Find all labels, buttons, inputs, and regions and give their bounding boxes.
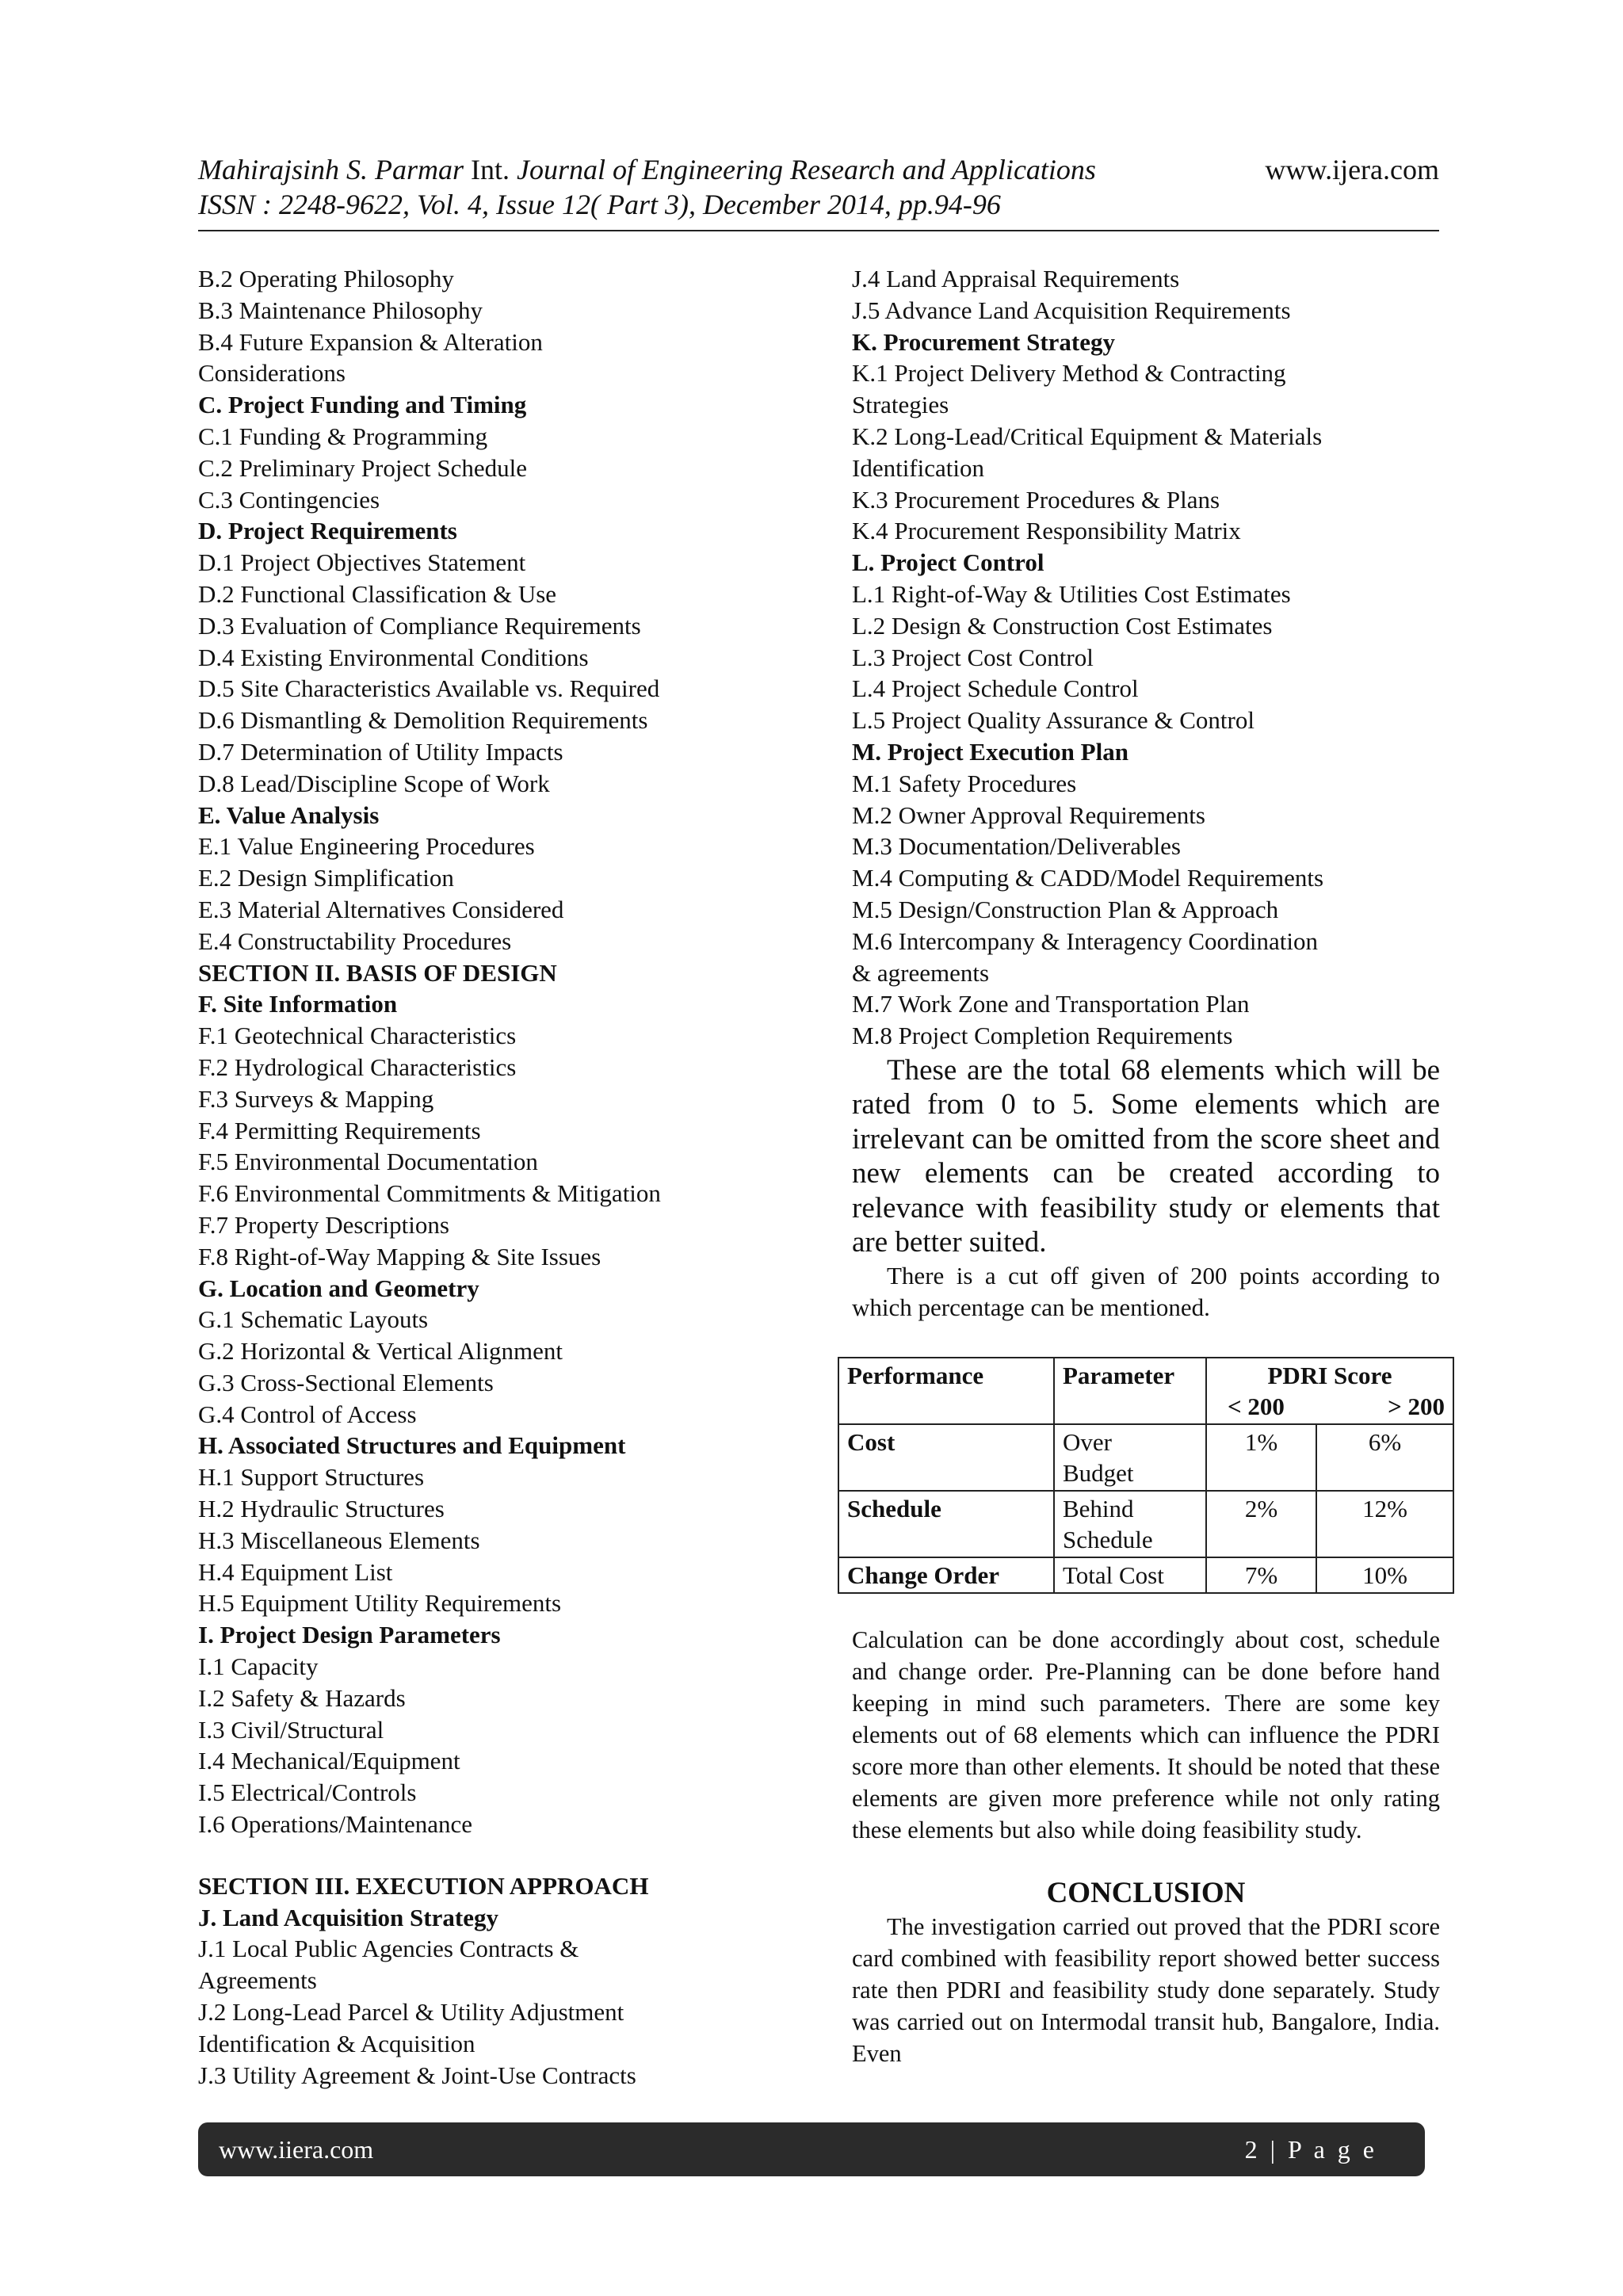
th-lt-200: < 200 [1228,1392,1285,1420]
list-item: E.2 Design Simplification [198,864,454,892]
header-website[interactable]: www.ijera.com [1265,154,1439,185]
cell-parameter [1054,1424,1206,1491]
list-item: Strategies [852,391,949,419]
header-author: Mahirajsinh S. Parmar [198,154,464,185]
list-item: M.2 Owner Approval Requirements [852,800,1205,829]
list-item: F.8 Right-of-Way Mapping & Site Issues [198,1242,601,1270]
list-item: D.1 Project Objectives Statement [198,548,526,577]
th-performance: Performance [838,1358,1054,1424]
list-item: M.3 Documentation/Deliverables [852,832,1181,861]
list-item: J.5 Advance Land Acquisition Requirements [852,296,1291,324]
th-pdri-score [1206,1358,1453,1424]
th-gt-200: > 200 [1388,1392,1445,1420]
list-item: Identification & Acquisition [198,2029,475,2057]
header-issn: ISSN : 2248-9622, Vol. 4, Issue 12( Part 3), December 2014, pp.94-96 [198,189,1001,220]
footer-page-number: 2 | P a g e [1244,2135,1377,2164]
header-citation-line [198,152,1439,187]
list-item: G.3 Cross-Sectional Elements [198,1368,494,1396]
cell-parameter-line1: Over [1063,1427,1112,1456]
list-item: B.2 Operating Philosophy [198,265,454,292]
header-journal: Journal of Engineering Research and Applications [517,154,1096,185]
table-row [838,1491,1453,1557]
paragraph-calculation: Calculation can be done accordingly about cost, schedule and change order. Pre-Planning can be done before hand keeping in mind such parameters. There are some key elements out of 68 elements which can influence the PDRI score more than other elements. It should be noted that these elements are given more preference while not only rating these elements but also while doing feasibility study. [852,1626,1440,1843]
cell-performance: Cost [838,1424,1054,1491]
list-item: I.2 Safety & Hazards [198,1683,406,1712]
conclusion-text: The investigation carried out proved that the PDRI score card combined with feasibility report showed better success rate then PDRI and feasibility study done separately. Study was carried out on Intermodal transit hub, Bangalore, India. Even [852,1912,1440,2067]
section-heading: M. Project Execution Plan [852,737,1128,766]
list-item: D.2 Functional Classification & Use [198,579,557,608]
list-item: L.3 Project Cost Control [852,643,1094,671]
list-item: B.3 Maintenance Philosophy [198,296,483,324]
list-item: D.4 Existing Environmental Conditions [198,643,589,671]
list-item: H.1 Support Structures [198,1463,425,1492]
list-item: F.5 Environmental Documentation [198,1148,538,1176]
list-item: L.2 Design & Construction Cost Estimates [852,611,1273,640]
page-footer [198,2122,1425,2176]
section-heading: SECTION III. EXECUTION APPROACH [198,1871,649,1900]
list-item: F.2 Hydrological Characteristics [198,1052,517,1081]
list-item: E.4 Constructability Procedures [198,926,512,955]
left-column [198,263,721,2091]
list-item: H.3 Miscellaneous Elements [198,1526,480,1554]
section-heading: SECTION II. BASIS OF DESIGN [198,958,557,987]
list-item: M.5 Design/Construction Plan & Approach [852,895,1279,923]
cell-parameter [1054,1491,1206,1557]
list-item: K.4 Procurement Responsibility Matrix [852,517,1241,545]
cell-parameter: Total Cost [1054,1557,1206,1593]
list-item: I.6 Operations/Maintenance [198,1810,473,1839]
list-item: G.2 Horizontal & Vertical Alignment [198,1337,563,1366]
paragraph-cutoff: There is a cut off given of 200 points according to which percentage can be mentioned. [852,1261,1440,1321]
list-item: G.1 Schematic Layouts [198,1305,429,1334]
cell-gt-200: 12% [1316,1491,1453,1557]
section-heading: C. Project Funding and Timing [198,391,527,419]
pdri-score-subheads [1215,1391,1445,1422]
list-item: F.4 Permitting Requirements [198,1116,481,1144]
cell-lt-200: 1% [1206,1424,1316,1491]
table-header-row [838,1358,1453,1424]
section-heading: L. Project Control [852,548,1044,577]
list-item: C.1 Funding & Programming [198,422,488,450]
cell-parameter-line2: Budget [1063,1458,1134,1487]
list-item: K.1 Project Delivery Method & Contracting [852,359,1286,388]
list-item: G.4 Control of Access [198,1400,417,1428]
list-item: H.2 Hydraulic Structures [198,1495,445,1523]
list-item: I.1 Capacity [198,1652,319,1681]
cell-performance: Change Order [838,1557,1054,1593]
list-item: H.5 Equipment Utility Requirements [198,1589,562,1618]
list-item: D.3 Evaluation of Compliance Requirements [198,611,641,640]
cell-parameter-line2: Schedule [1063,1525,1153,1553]
list-item: L.1 Right-of-Way & Utilities Cost Estimates [852,579,1291,608]
list-item: I.5 Electrical/Controls [198,1778,417,1807]
list-item: J.1 Local Public Agencies Contracts & [198,1935,579,1963]
cell-gt-200: 6% [1316,1424,1453,1491]
list-item: J.2 Long-Lead Parcel & Utility Adjustment [198,1998,624,2027]
section-heading: E. Value Analysis [198,800,380,829]
list-item: C.3 Contingencies [198,485,380,514]
list-item: M.7 Work Zone and Transportation Plan [852,990,1250,1018]
list-item: E.1 Value Engineering Procedures [198,832,535,861]
list-item: E.3 Material Alternatives Considered [198,895,564,923]
right-element-list [852,263,1440,1052]
list-item: D.6 Dismantling & Demolition Requirements [198,706,648,735]
list-item: I.4 Mechanical/Equipment [198,1747,460,1775]
list-item: M.4 Computing & CADD/Model Requirements [852,864,1324,892]
list-item: Identification [852,453,984,482]
paragraph-total-elements: These are the total 68 elements which will be rated from 0 to 5. Some elements which are irrelevant can be omitted from the score sheet and new elements can be created according to relevance with feasibility study or elements that are better suited. [852,1053,1440,1259]
cell-lt-200: 7% [1206,1557,1316,1593]
list-item: Agreements [198,1966,317,1995]
footer-website[interactable]: www.iiera.com [219,2135,374,2164]
list-item: D.8 Lead/Discipline Scope of Work [198,769,550,797]
cell-gt-200: 10% [1316,1557,1453,1593]
section-heading: K. Procurement Strategy [852,327,1116,356]
pdri-score-label: PDRI Score [1267,1361,1392,1389]
list-item: F.7 Property Descriptions [198,1210,449,1239]
list-item: D.5 Site Characteristics Available vs. Required [198,674,660,703]
list-item: C.2 Preliminary Project Schedule [198,453,527,482]
list-item: M.6 Intercompany & Interagency Coordination [852,926,1318,955]
list-item: Considerations [198,359,346,388]
list-item: B.4 Future Expansion & Alteration [198,327,543,356]
th-parameter: Parameter [1054,1358,1206,1424]
list-item: K.2 Long-Lead/Critical Equipment & Materials [852,422,1323,450]
header-int: Int. [471,154,510,185]
pdri-performance-table [838,1357,1454,1594]
header-rule [198,230,1439,231]
section-heading: F. Site Information [198,990,398,1018]
list-item: L.5 Project Quality Assurance & Control [852,706,1254,735]
cell-parameter-line1: Behind [1063,1494,1134,1522]
list-item: & agreements [852,958,990,987]
section-heading: G. Location and Geometry [198,1274,479,1302]
list-item: M.8 Project Completion Requirements [852,1022,1233,1050]
page-header [198,152,1439,231]
cell-lt-200: 2% [1206,1491,1316,1557]
right-column [847,263,1445,2069]
list-item: J.3 Utility Agreement & Joint-Use Contracts [198,2061,636,2089]
conclusion-heading: CONCLUSION [1046,1876,1246,1909]
list-item: F.1 Geotechnical Characteristics [198,1022,517,1050]
list-item: F.3 Surveys & Mapping [198,1084,434,1113]
list-item: D.7 Determination of Utility Impacts [198,737,563,766]
list-item: K.3 Procurement Procedures & Plans [852,485,1220,514]
section-heading: I. Project Design Parameters [198,1621,501,1649]
section-heading: D. Project Requirements [198,517,457,545]
section-heading: J. Land Acquisition Strategy [198,1903,498,1931]
table-row [838,1557,1453,1593]
list-item: I.3 Civil/Structural [198,1715,384,1744]
list-item: J.4 Land Appraisal Requirements [852,265,1180,292]
table-row [838,1424,1453,1491]
list-item: L.4 Project Schedule Control [852,674,1139,703]
section-heading: H. Associated Structures and Equipment [198,1431,626,1460]
list-item: H.4 Equipment List [198,1557,393,1586]
list-item: M.1 Safety Procedures [852,769,1077,797]
cell-performance: Schedule [838,1491,1054,1557]
list-item: F.6 Environmental Commitments & Mitigation [198,1179,661,1208]
